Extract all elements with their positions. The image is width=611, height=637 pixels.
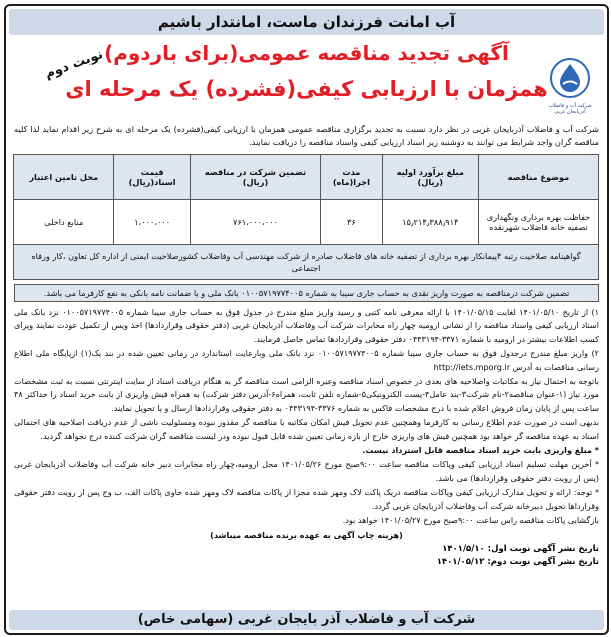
header-estimate: مبلغ برآورد اولیه (ریال) — [382, 155, 478, 200]
paragraph-7: * توجه: ارائه و تحویل مدارک ارزیابی کیفی وپاکات مناقصه دریک پاکت لاک ومهر شده مجزا از پاکات مناقصه لاک ومهر شده حاوی پاکات الف، ب وج پس از رویت دفتر حقوقی وقرارداها تحویل دبیرخانه شرکت آب وفاضلاب آذربایجان غربی گردد. — [14, 487, 599, 511]
title-line-1: آگهی تجدید مناقصه عمومی(برای باردوم) — [104, 41, 509, 65]
guarantee-note: تضمین شرکت درمناقصه به صورت واریز نقدی به حساب جاری سیبا به شماره ۰۱۰۰۵۷۱۹۷۷۴۰۰۵ بانک ملی و یا ضمانت نامه بانکی به نفع کارفرما می باشد. — [14, 284, 599, 302]
tender-table — [13, 154, 599, 280]
second-round-stamp: نوبت دوم — [43, 47, 105, 82]
footer-banner: شرکت آب و فاضلاب آذر بایجان غربی (سهامی خاص) — [9, 610, 604, 630]
logo-caption: شرکت آب و فاضلاب آذربایجان غربی — [548, 103, 592, 115]
table-row — [14, 200, 599, 245]
second-publication-date: تاریخ نشر آگهی نوبت دوم: ۱۴۰۱/۰۵/۱۲ — [436, 556, 599, 567]
notice-body — [6, 302, 607, 542]
header-subject: موضوع مناقصه — [478, 155, 598, 200]
header-guarantee: تضمین شرکت در مناقصه (ریال) — [190, 155, 320, 200]
paragraph-3: باتوجه به احتمال نیاز به مکاتبات واصلاحیه های بعدی در خصوص اسناد مناقصه وعیره الزامی است مناقصه گر به هنگام دریافت اسناد از سایت اینترنتی نسبت به ثبت مشخصات مورد نیاز (۱-عنوان مناقصه۲-نام شرکت۳-بند عامل۴-پست الکترونیکی۵-شماره تلفن ثابت، همراه۶-آدرس دفتر شرکت) به همراه فیش واریزی از بابت خرید اسناد را حداکثر ۴۸ ساعت پس از پایان زمان فروش اعلام شده با درج مشخصات فاکس به شماره ۳۳۷۶-۰۴۴۳۱۹۴ به دفتر حقوقی وقراردادها ارسال و یا تحویل نمایند. — [14, 376, 599, 413]
notice-frame — [4, 4, 609, 635]
cost-note: (هزینه چاپ آگهی به عهده برنده مناقصه میباشد) — [210, 529, 403, 540]
paragraph-5: * مبلغ واریزی بابت خرید اسناد مناقصه قابل استرداد نیست. — [362, 445, 599, 456]
header-document-price: قیمت اسناد(ریال) — [114, 155, 190, 200]
cell-estimate: ۱۵٫۲۱۴٫۳۸۸٫۹۱۴ — [382, 200, 478, 245]
publication-dates — [6, 543, 607, 569]
top-banner: آب امانت فرزندان ماست، امانتدار باشیم — [9, 9, 604, 35]
notice-header — [6, 35, 607, 123]
intro-paragraph: شرکت آب و فاضلاب آذربایجان غربی در نظر دارد نسبت به تجدید برگزاری مناقصه عمومی همزمان با ارزیابی کیفی(فشرده) یک مرحله ای به شرح زیر اقدام نماید لذا کلیه مناقصه گران واجد شرایط می توانند به دوشنبه زیر اسناد ارزیابی کیفی واسناد مناقصه را دریافت نمایند. — [14, 124, 599, 147]
header-funding: محل تامین اعتبار — [14, 155, 114, 200]
paragraph-4: بدیهی است در صورت عدم اطلاع رسانی به کارفرما وهمچنین عدم تحویل فیش امکان مکاتبه با مناقصه گر مقدور نبوده ومسئولیت ناشی از عدم دریافت اصلاحیه های احتمالی اسناد به عهده مناقصه گر خواهد بود همچنین فیش های واریزی خارج از بازه زمانی تعیین شده قابل قبول نبوده ودر لیست مناقصه گران شرکت کننده درج نخواهد گردید. — [14, 417, 599, 441]
water-drop-logo-icon — [549, 57, 591, 99]
first-publication-date: تاریخ نشر آگهی نوبت اول: ۱۴۰۱/۵/۱۰ — [442, 543, 599, 554]
paragraph-1: ۱) از تاریخ ۱۴۰۱/۰۵/۱۰ لغایت ۱۴۰۱/۰۵/۱۵ با ارائه معرفی نامه کتبی و رسید واریز مبلغ مندرج در جدول فوق به حساب جاری سیبا شماره ۰۱۰۰۵۷۱۹۷۷۴۰۰۵ نزد بانک ملی اسناد ارزیابی کیفی واسناد مناقصه را از نشانی ارومیه چهار راه مخابرات شرکت آب وفاضلاب آذربایجان غربی (دفتر حقوقی وقراردادها) اخذ ویس از تکمیل عودت نمایند ویرای کسب اطلاعات بیشتر در ارومیه با شماره ۳۳۷۱-۰۴۴۳۱۹۴ دفتر حقوقی وقراردادها تماس حاصل فرمایند. — [14, 307, 599, 344]
cell-subject: حفاظت بهره برداری ونگهداری تصفیه خانه فاضلاب شهرنقده — [478, 200, 598, 245]
paragraph-2: ۲) واریز مبلغ مندرج درجدول فوق به حساب جاری سیبا شماره ۰۱۰۰۵۷۱۹۷۷۴۰۰۵ نزد بانک ملی وبارعایت استاندارد در زمانی تعیین شده در بند یک(۱) ازپایگاه ملی اطلاع رسانی مناقصات به آدرس http://iets.mporg.ir — [14, 348, 599, 372]
title-line-2: همزمان با ارزیابی کیفی(فشرده) یک مرحله ای — [65, 77, 548, 101]
table-header-row — [14, 155, 599, 200]
cell-guarantee: ۷۶۱،۰۰۰،۰۰۰ — [190, 200, 320, 245]
cell-document-price: ۱،۰۰۰،۰۰۰ — [114, 200, 190, 245]
cell-duration: ۳۶ — [321, 200, 383, 245]
cell-funding: منابع داخلی — [14, 200, 114, 245]
qualification-text: گواهینامه صلاحیت رتبه ۴پیمانکار بهره برداری از تصفیه خانه های فاضلاب صادره از شرکت مهندسی آب وفاضلاب کشورصلاحیت ایمنی از اداره کل تعاون ،کار ورفاه اجتماعی — [14, 245, 599, 280]
paragraph-6: * آخرین مهلت تسلیم اسناد ارزیابی کیفی وپاکات مناقصه ساعت ۹:۰۰صبح مورخ ۱۴۰۱/۰۵/۲۶ محل ارومیه،چهار راه مخابرات دبیر خانه شرکت آب وفاضلاب آذربایجان غربی (پس از رویت دفتر حقوقی وقراردادها) می باشد. — [14, 459, 599, 483]
qualification-row — [14, 245, 599, 280]
header-duration: مدت اجرا(ماه) — [321, 155, 383, 200]
paragraph-8: بازگشایی پاکات مناقصه راس ساعت ۹:۰۰صبح مورخ ۱۴۰۱/۰۵/۲۷ خواهد بود. — [342, 515, 599, 526]
company-logo — [547, 57, 593, 113]
